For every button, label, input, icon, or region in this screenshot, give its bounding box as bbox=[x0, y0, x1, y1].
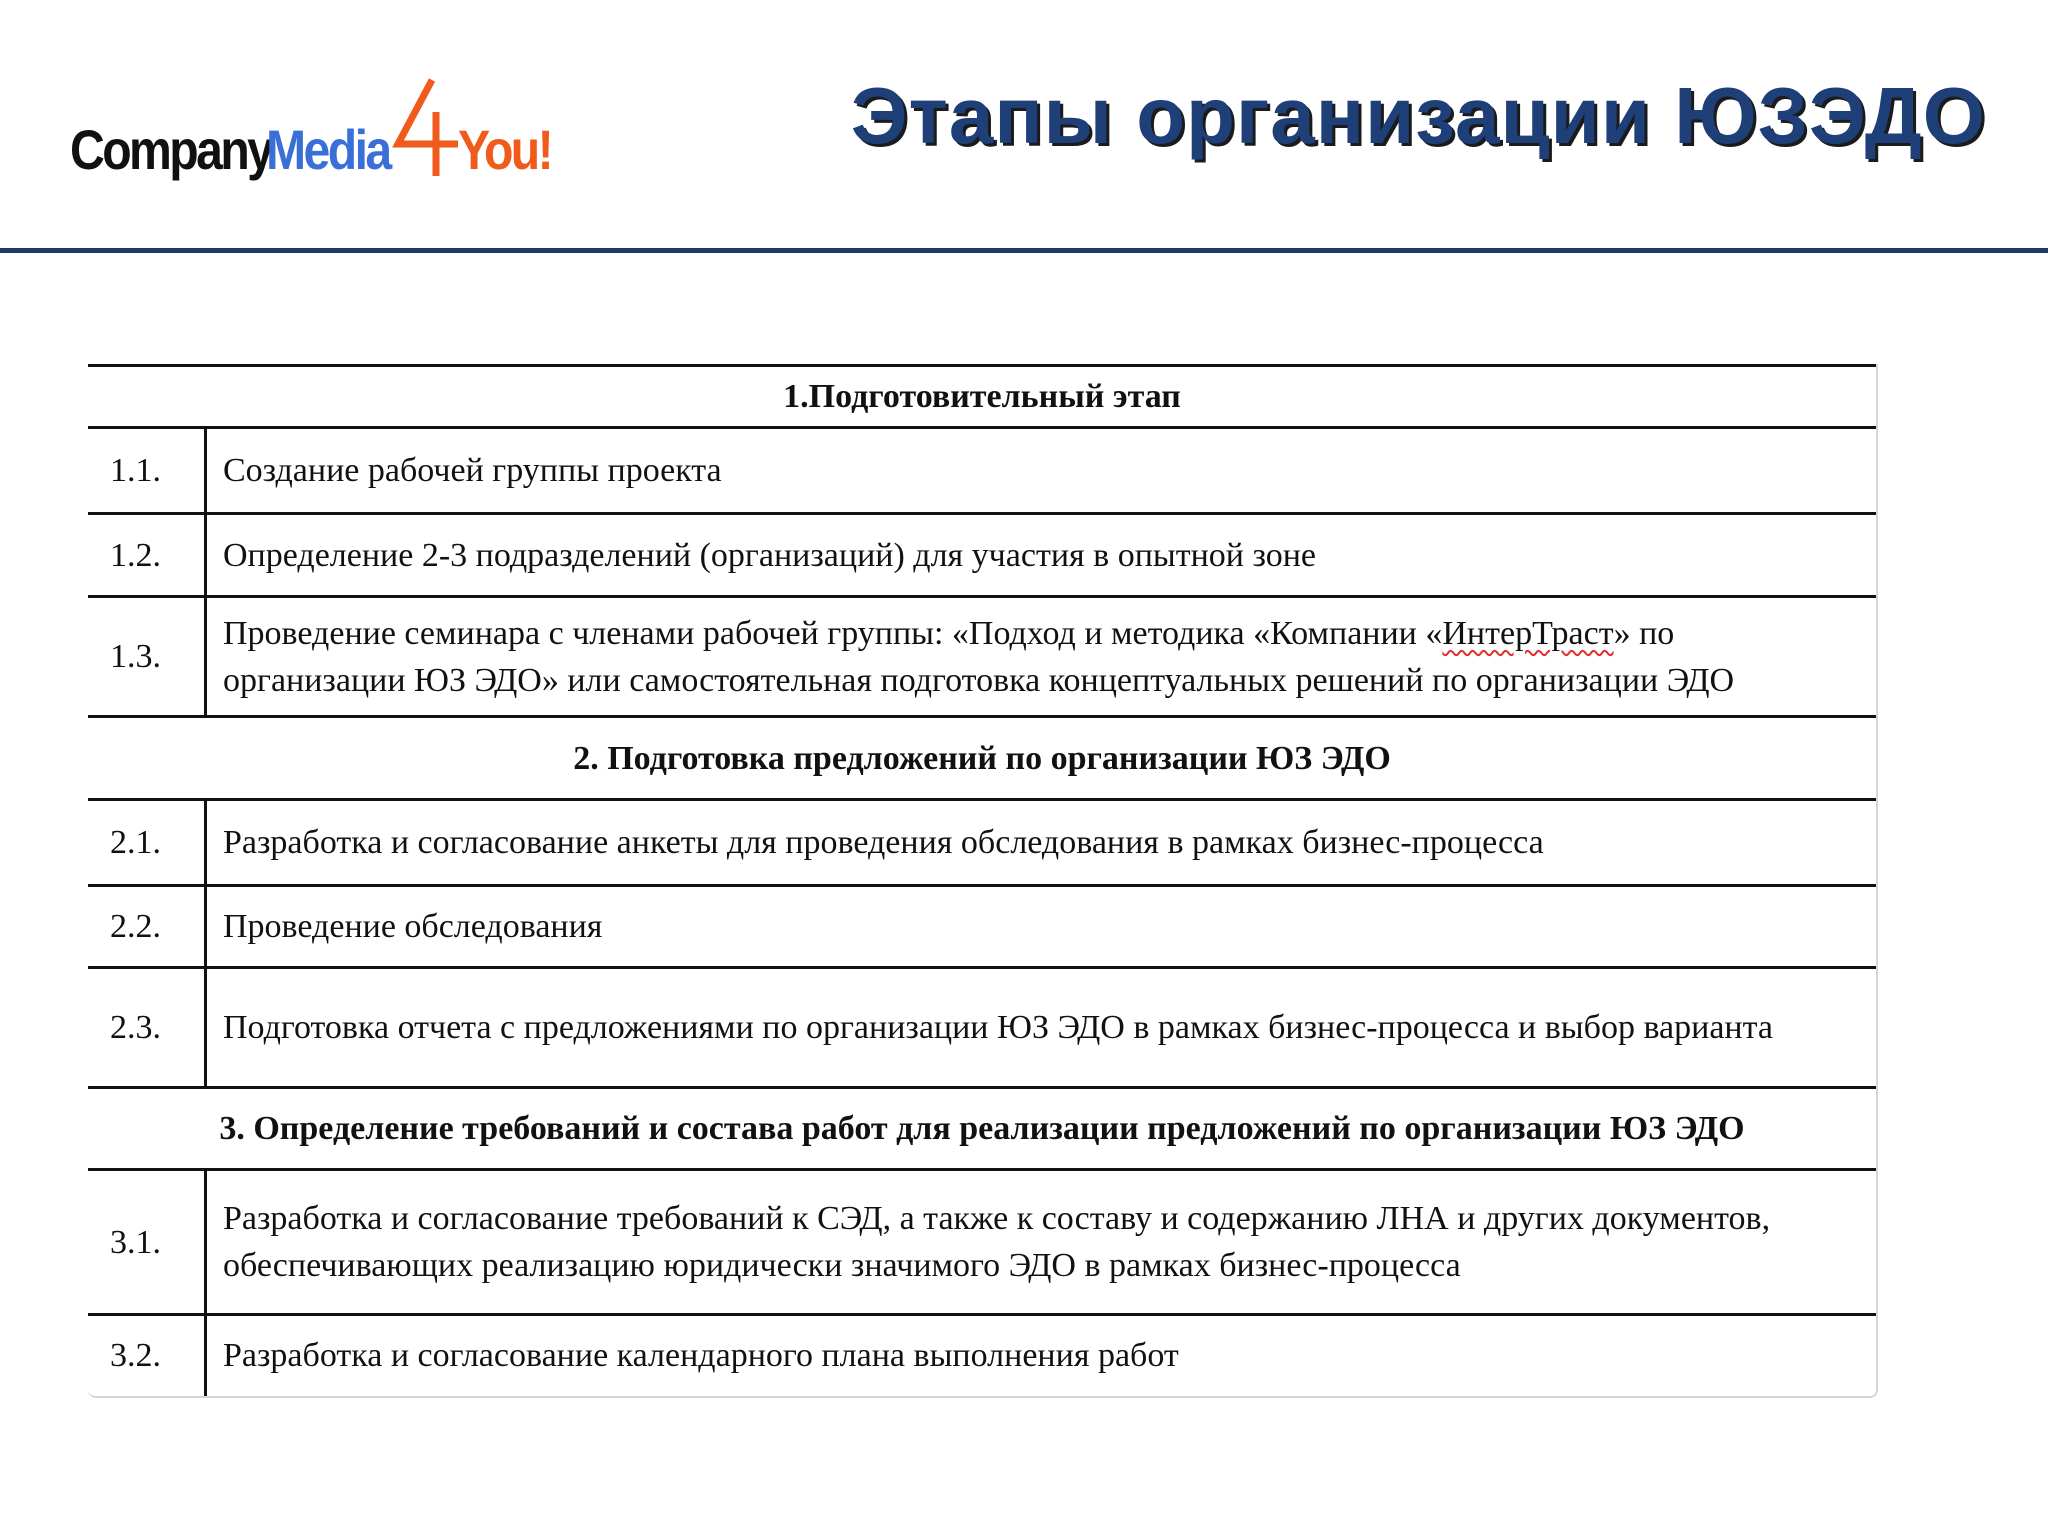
row-number: 2.3. bbox=[88, 968, 206, 1088]
section-row bbox=[88, 1088, 1876, 1170]
spellcheck-underlined-word: ИнтерТраст bbox=[1442, 614, 1614, 652]
section-row bbox=[88, 366, 1876, 428]
row-text: Разработка и согласование календарного плана выполнения работ bbox=[206, 1315, 1877, 1396]
table-row bbox=[88, 428, 1876, 514]
row-text: Подготовка отчета с предложениями по организации ЮЗ ЭДО в рамках бизнес-процесса и выбор варианта bbox=[206, 968, 1877, 1088]
table-row bbox=[88, 597, 1876, 717]
section-row bbox=[88, 717, 1876, 800]
page-title: Этапы организации ЮЗЭДО bbox=[850, 71, 1986, 160]
row-number: 2.1. bbox=[88, 800, 206, 886]
row-number: 2.2. bbox=[88, 886, 206, 968]
table-row bbox=[88, 968, 1876, 1088]
section-title: 3. Определение требований и состава работ для реализации предложений по организации ЮЗ ЭДО bbox=[88, 1088, 1876, 1170]
table-row bbox=[88, 886, 1876, 968]
table-row bbox=[88, 800, 1876, 886]
row-text bbox=[206, 597, 1877, 717]
row-text: Проведение обследования bbox=[206, 886, 1877, 968]
section-title: 1.Подготовительный этап bbox=[88, 366, 1876, 428]
table-row bbox=[88, 1315, 1876, 1396]
row-text: Создание рабочей группы проекта bbox=[206, 428, 1877, 514]
logo-four-glyph bbox=[392, 72, 462, 182]
stages-table bbox=[88, 364, 1876, 1396]
logo-media-text: Media bbox=[266, 118, 390, 181]
row-text: Разработка и согласование требований к СЭД, а также к составу и содержанию ЛНА и других документов, обеспечивающих реализацию юридически значимого ЭДО в рамках бизнес-процесса bbox=[206, 1170, 1877, 1315]
logo-four-mark bbox=[392, 72, 462, 182]
row-number: 1.1. bbox=[88, 428, 206, 514]
row-number: 3.2. bbox=[88, 1315, 206, 1396]
logo-you-text: You! bbox=[457, 118, 551, 181]
row-text-part: » по организации ЮЗ ЭДО» или самостоятельная подготовка концептуальных решений по организации ЭДО bbox=[223, 614, 1735, 699]
row-number: 1.2. bbox=[88, 514, 206, 597]
row-text-part: Проведение семинара с членами рабочей группы: «Подход и методика «Компании « bbox=[223, 614, 1443, 652]
company-logo bbox=[70, 72, 566, 182]
stages-table-frame bbox=[88, 364, 1878, 1398]
row-text: Определение 2-3 подразделений (организаций) для участия в опытной зоне bbox=[206, 514, 1877, 597]
header-divider bbox=[0, 248, 2048, 253]
table-row bbox=[88, 514, 1876, 597]
table-row bbox=[88, 1170, 1876, 1315]
section-title: 2. Подготовка предложений по организации ЮЗ ЭДО bbox=[88, 717, 1876, 800]
logo-company-text: Company bbox=[70, 118, 272, 181]
row-number: 3.1. bbox=[88, 1170, 206, 1315]
row-number: 1.3. bbox=[88, 597, 206, 717]
row-text: Разработка и согласование анкеты для проведения обследования в рамках бизнес-процесса bbox=[206, 800, 1877, 886]
